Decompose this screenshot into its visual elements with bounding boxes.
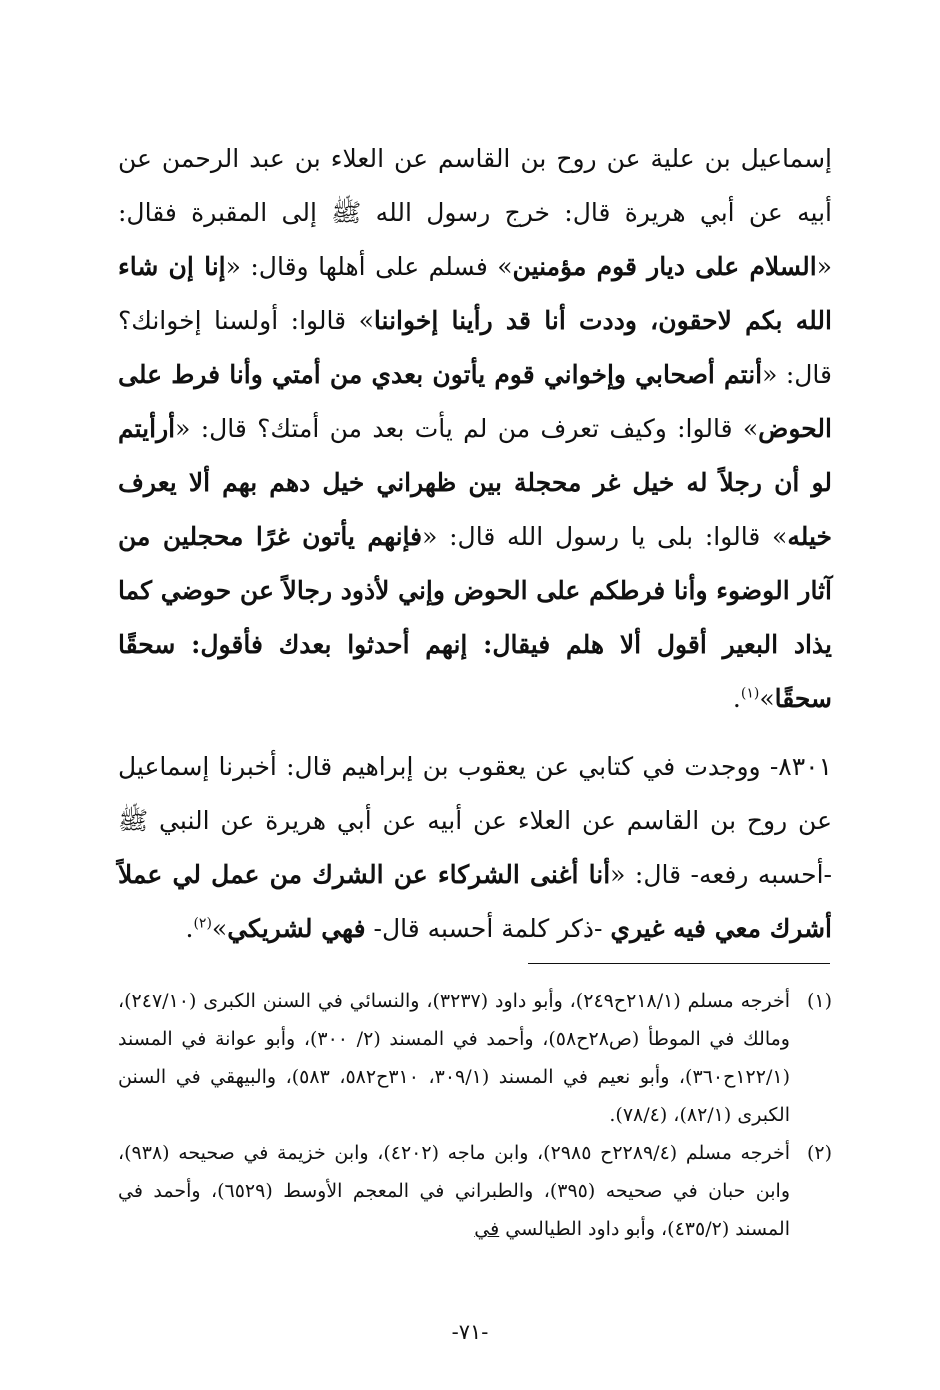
prophetic-quote: فهي لشريكي (227, 914, 366, 943)
footnote-number: (٢) (806, 1142, 832, 1164)
narration-text: ٨٣٠١- ووجدت في كتابي عن يعقوب بن إبراهيم قال: أخبرنا إسماعيل عن روح بن القاسم عن العلاء عن أبيه عن أبي هريرة عن النبي ﷺ -أحسبه رفعه- قال: « (118, 752, 832, 889)
page-number: -٧١- (451, 1320, 489, 1344)
main-text (118, 132, 832, 956)
footnote-reference[interactable]: (٢) (193, 915, 212, 932)
narration-text: » فسلم على أهلها وقال: « (225, 252, 513, 281)
footnote-number: (١) (806, 990, 832, 1012)
footnote-text (118, 1134, 790, 1248)
narration-text: إسماعيل بن علية عن روح بن القاسم عن العلاء بن عبد الرحمن عن أبيه عن أبي هريرة قال: خرج رسول الله ﷺ إلى المقبرة فقال: « (118, 144, 832, 281)
closing-quote-mark: » (759, 684, 775, 713)
footnote-body: أخرجه مسلم (٢١٨/١ح٢٤٩)، وأبو داود (٣٢٣٧)، والنسائي في السنن الكبرى (٢٤٧/١٠)، ومالك في الموطأ (ص٢٨ح٥٨)، وأحمد في المسند (٢/ ٣٠٠)، وأبو عوانة في المسند (١٢٢/١ح٣٦٠)، وأبو نعيم في المسند (٣٠٩/١، ٣١٠ح٥٨٢، ٥٨٣)، والبيهقي في السنن الكبرى (٨٢/١)، (٧٨/٤). (118, 990, 791, 1126)
footnote-2 (118, 1134, 832, 1248)
footnote-text (118, 982, 790, 1134)
prophetic-quote: أنا أغنى الشركاء عن الشرك من عمل لي عملاً أشرك معي فيه غيري (118, 860, 832, 943)
prophetic-quote: أرأيتم لو أن رجلاً له خيل غر محجلة بين ظهراني خيل دهم بهم ألا يعرف خيله (118, 414, 832, 551)
narration-text: » قالوا: بلى يا رسول الله قال: « (422, 522, 788, 551)
narration-text: » قالوا: وكيف تعرف من لم يأت بعد من أمتك؟ قال: « (175, 414, 759, 443)
prophetic-quote: إنا إن شاء الله بكم لاحقون، وددت أنا قد رأينا إخواننا (118, 252, 832, 335)
footnote-reference[interactable]: (١) (740, 685, 760, 702)
prophetic-quote: السلام على ديار قوم مؤمنين (512, 252, 817, 281)
footnote-body: أخرجه مسلم (٢٢٨٩/٤ح ٢٩٨٥)، وابن ماجه (٤٢٠٢)، وابن خزيمة في صحيحه (٩٣٨)، وابن حبان في صحيحه (٣٩٥)، والطبراني في المعجم الأوسط (٦٥٢٩)، وأحمد في المسند (٤٣٥/٢)، وأبو داود الطيالسي (118, 1142, 791, 1240)
prophetic-quote: فإنهم يأتون غرًا محجلين من آثار الوضوء وأنا فرطكم على الحوض وإني لأذود رجالاً عن حوضي كما يذاد البعير أقول ألا هلم فيقال: إنهم أحدثوا بعدك فأقول: سحقًا سحقًا (118, 522, 832, 713)
footnote-1 (118, 982, 832, 1134)
paragraph-hadith-8300 (118, 132, 832, 726)
narration-text: » قالوا: أولسنا إخوانك؟ قال: « (118, 306, 832, 389)
footnote-underlined-word: في (474, 1218, 500, 1240)
footnotes-section (118, 982, 832, 1248)
closing-quote-mark: » (211, 914, 228, 943)
paragraph-hadith-8301 (118, 740, 832, 956)
footnote-divider (528, 963, 830, 964)
prophetic-quote: أنتم أصحابي وإخواني قوم يأتون بعدي من أمتي وأنا فرط على الحوض (118, 360, 832, 443)
narration-text: -ذكر كلمة أحسبه قال- (365, 914, 611, 943)
sentence-end: . (185, 914, 194, 943)
sentence-end: . (732, 684, 741, 713)
